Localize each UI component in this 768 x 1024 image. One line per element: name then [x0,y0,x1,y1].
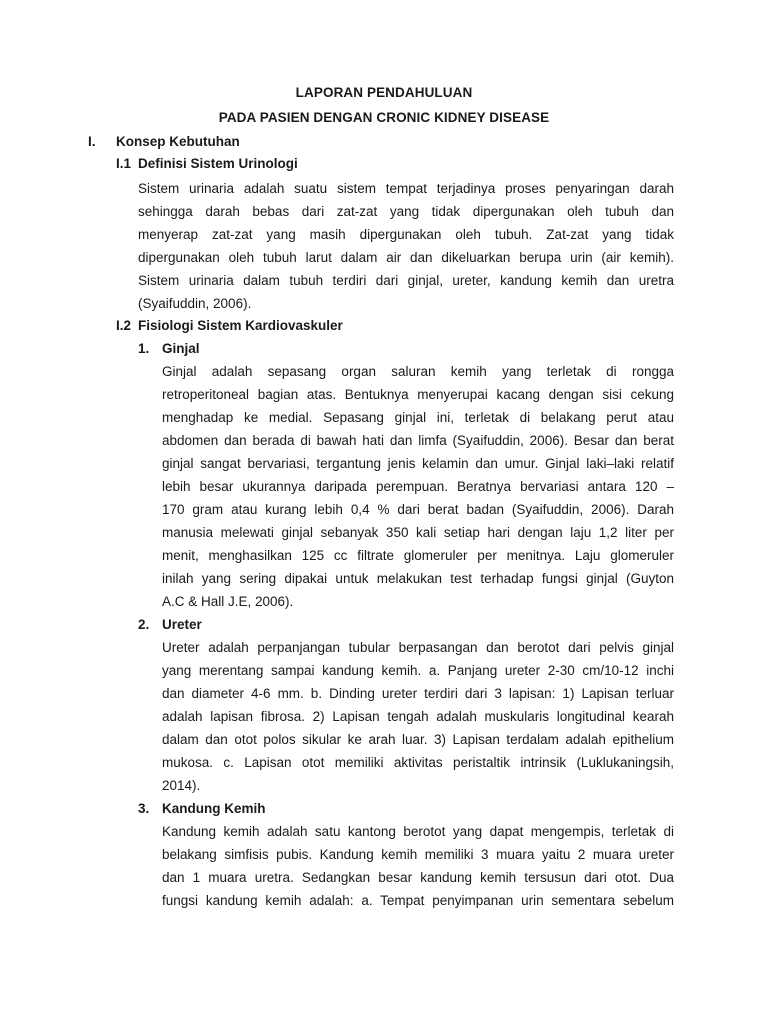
text-line: retroperitoneal bagian atas. Bentuknya menyerupai kacang dengan sisi cekung [162,387,674,402]
paragraph-kandung-kemih [162,820,674,912]
paragraph-definisi [138,177,674,315]
text-line: Sistem urinaria adalah suatu sistem tempat terjadinya proses penyaringan darah [138,181,674,196]
text-line: ginjal sangat bervariasi, tergantung jenis kelamin dan umur. Ginjal laki–laki relatif [162,456,674,471]
text-line: A.C & Hall J.E, 2006). [162,594,294,609]
text-line: adalah lapisan fibrosa. 2) Lapisan tengah adalah muskularis longitudinal kearah [162,709,674,724]
text-line: sehingga darah bebas dari zat-zat yang tidak dipergunakan oleh tubuh dan [138,204,674,219]
text-line: (Syaifuddin, 2006). [138,296,252,311]
list-heading: Ureter [162,617,202,632]
text-line: 2014). [162,778,201,793]
section-number: I. [88,134,96,149]
text-line: belakang simfisis pubis. Kandung kemih memiliki 3 muara yaitu 2 muara ureter [162,847,674,862]
subsection-heading: Fisiologi Sistem Kardiovaskuler [138,318,343,333]
document-title: LAPORAN PENDAHULUAN [295,85,473,100]
document-subtitle: PADA PASIEN DENGAN CRONIC KIDNEY DISEASE [218,110,550,125]
text-line: abdomen dan berada di bawah hati dan limfa (Syaifuddin, 2006). Besar dan berat [162,433,674,448]
list-number: 3. [138,801,150,816]
list-number: 1. [138,341,150,356]
text-line: dan 1 muara uretra. Sedangkan besar kandung kemih tersusun dari otot. Dua [162,870,674,885]
list-heading: Ginjal [162,341,200,356]
text-line: dan diameter 4-6 mm. b. Dinding ureter terdiri dari 3 lapisan: 1) Lapisan terluar [162,686,674,701]
text-line: 170 gram atau kurang lebih 0,4 % dari berat badan (Syaifuddin, 2006). Darah [162,502,674,517]
subsection-number: I.2 [116,318,132,333]
text-line: Ureter adalah perpanjangan tubular berpasangan dan berotot dari pelvis ginjal [162,640,674,655]
list-heading: Kandung Kemih [162,801,266,816]
subsection-heading: Definisi Sistem Urinologi [138,156,298,171]
text-line: dalam dan otot polos sikular ke arah luar. 3) Lapisan terdalam adalah epithelium [162,732,674,747]
text-line: Sistem urinaria dalam tubuh terdiri dari ginjal, ureter, kandung kemih dan uretra [138,273,674,288]
text-line: lebih besar ukurannya daripada perempuan. Beratnya bervariasi antara 120 – [162,479,674,494]
text-line: dipergunakan oleh tubuh larut dalam air dan dikeluarkan berupa urin (air kemih). [138,250,674,265]
paragraph-ureter [162,636,674,797]
paragraph-ginjal [162,360,674,613]
text-line: inilah yang sering dipakai untuk melakukan test terhadap fungsi ginjal (Guyton [162,571,674,586]
text-line: menghadap ke medial. Sepasang ginjal ini, terletak di belakang perut atau [162,410,674,425]
list-number: 2. [138,617,150,632]
text-line: menit, menghasilkan 125 cc filtrate glomeruler per menitnya. Laju glomeruler [162,548,674,563]
text-line: manusia melewati ginjal sebanyak 350 kali setiap hari dengan laju 1,2 liter per [162,525,674,540]
text-line: yang merentang sampai kandung kemih. a. Panjang ureter 2-30 cm/10-12 inchi [162,663,674,678]
section-heading: Konsep Kebutuhan [116,134,240,149]
text-line: Kandung kemih adalah satu kantong berotot yang dapat mengempis, terletak di [162,824,674,839]
text-line: mukosa. c. Lapisan otot memiliki aktivitas peristaltik intrinsik (Luklukaningsih, [162,755,674,770]
text-line: menyerap zat-zat yang masih dipergunakan oleh tubuh. Zat-zat yang tidak [138,227,674,242]
text-line: fungsi kandung kemih adalah: a. Tempat penyimpanan urin sementara sebelum [162,893,674,908]
subsection-number: I.1 [116,156,132,171]
text-line: Ginjal adalah sepasang organ saluran kemih yang terletak di rongga [162,364,674,379]
